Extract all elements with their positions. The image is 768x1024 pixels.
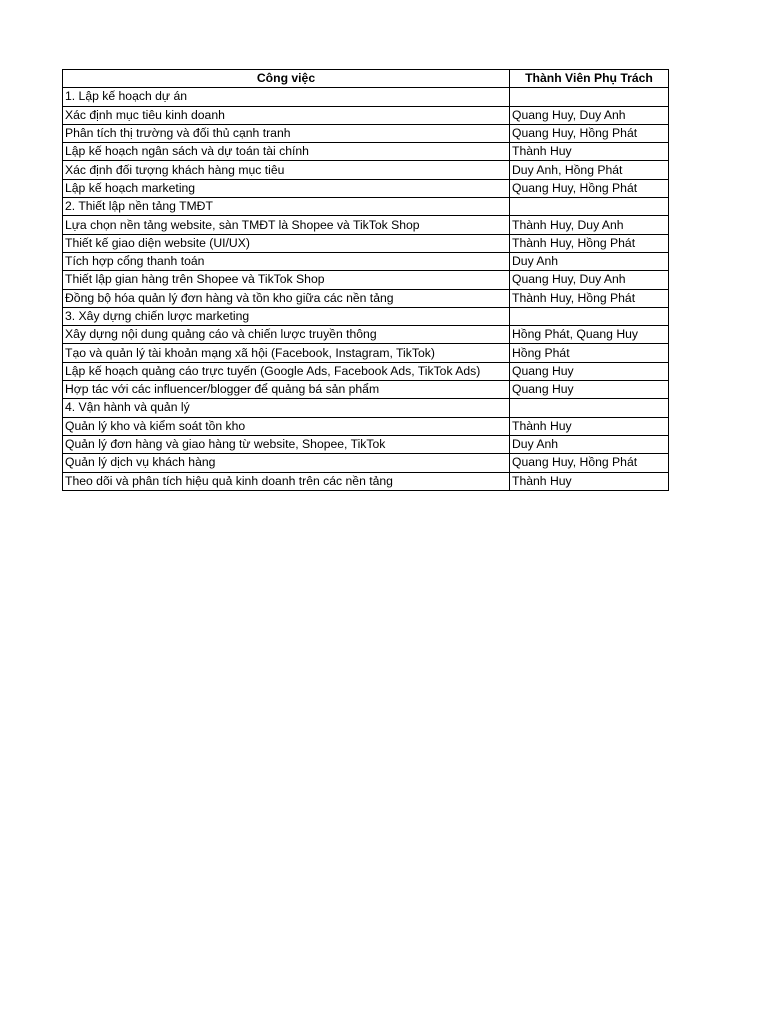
task-cell[interactable]: Tích hợp cổng thanh toán xyxy=(63,252,510,270)
table-row xyxy=(63,326,669,344)
header-task[interactable]: Công việc xyxy=(63,70,510,88)
task-cell[interactable]: 1. Lập kế hoạch dự án xyxy=(63,88,510,106)
table-row xyxy=(63,289,669,307)
owner-cell[interactable]: Thành Huy xyxy=(510,472,669,490)
table-row xyxy=(63,216,669,234)
task-cell[interactable]: Lập kế hoạch quảng cáo trực tuyến (Google Ads, Facebook Ads, TikTok Ads) xyxy=(63,362,510,380)
table-row xyxy=(63,381,669,399)
table-row xyxy=(63,271,669,289)
owner-cell[interactable]: Quang Huy xyxy=(510,362,669,380)
owner-cell[interactable]: Duy Anh xyxy=(510,435,669,453)
owner-cell[interactable]: Thành Huy, Hồng Phát xyxy=(510,234,669,252)
table-row xyxy=(63,124,669,142)
table-row xyxy=(63,435,669,453)
task-assignment-sheet xyxy=(62,69,668,491)
owner-cell[interactable]: Quang Huy, Hồng Phát xyxy=(510,454,669,472)
task-cell[interactable]: Tạo và quản lý tài khoản mạng xã hội (Facebook, Instagram, TikTok) xyxy=(63,344,510,362)
task-cell[interactable]: Quản lý đơn hàng và giao hàng từ website, Shopee, TikTok xyxy=(63,435,510,453)
owner-cell[interactable]: Thành Huy xyxy=(510,417,669,435)
table-row xyxy=(63,88,669,106)
owner-cell[interactable] xyxy=(510,198,669,216)
owner-cell[interactable]: Quang Huy xyxy=(510,381,669,399)
task-cell[interactable]: Xác định mục tiêu kinh doanh xyxy=(63,106,510,124)
task-cell[interactable]: Quản lý kho và kiểm soát tồn kho xyxy=(63,417,510,435)
task-cell[interactable]: Lựa chọn nền tảng website, sàn TMĐT là Shopee và TikTok Shop xyxy=(63,216,510,234)
table-body xyxy=(63,88,669,491)
owner-cell[interactable]: Quang Huy, Hồng Phát xyxy=(510,124,669,142)
task-cell[interactable]: Lập kế hoạch ngân sách và dự toán tài chính xyxy=(63,143,510,161)
owner-cell[interactable]: Quang Huy, Duy Anh xyxy=(510,106,669,124)
owner-cell[interactable]: Duy Anh xyxy=(510,252,669,270)
task-cell[interactable]: Hợp tác với các influencer/blogger để quảng bá sản phẩm xyxy=(63,381,510,399)
table-row xyxy=(63,143,669,161)
header-owner[interactable]: Thành Viên Phụ Trách xyxy=(510,70,669,88)
task-cell[interactable]: Thiết kế giao diện website (UI/UX) xyxy=(63,234,510,252)
task-cell[interactable]: Đồng bộ hóa quản lý đơn hàng và tồn kho giữa các nền tảng xyxy=(63,289,510,307)
table-row xyxy=(63,472,669,490)
owner-cell[interactable]: Thành Huy xyxy=(510,143,669,161)
owner-cell[interactable]: Thành Huy, Hồng Phát xyxy=(510,289,669,307)
table-row xyxy=(63,417,669,435)
task-cell[interactable]: Thiết lập gian hàng trên Shopee và TikTok Shop xyxy=(63,271,510,289)
owner-cell[interactable]: Duy Anh, Hồng Phát xyxy=(510,161,669,179)
table-row xyxy=(63,252,669,270)
task-cell[interactable]: Xác định đối tượng khách hàng mục tiêu xyxy=(63,161,510,179)
owner-cell[interactable]: Quang Huy, Duy Anh xyxy=(510,271,669,289)
task-cell[interactable]: Phân tích thị trường và đối thủ cạnh tranh xyxy=(63,124,510,142)
task-table xyxy=(62,69,669,491)
owner-cell[interactable]: Hồng Phát, Quang Huy xyxy=(510,326,669,344)
owner-cell[interactable]: Hồng Phát xyxy=(510,344,669,362)
table-row xyxy=(63,234,669,252)
owner-cell[interactable] xyxy=(510,399,669,417)
task-cell[interactable]: Quản lý dịch vụ khách hàng xyxy=(63,454,510,472)
table-header-row xyxy=(63,70,669,88)
table-row xyxy=(63,198,669,216)
task-cell[interactable]: Theo dõi và phân tích hiệu quả kinh doanh trên các nền tảng xyxy=(63,472,510,490)
task-cell[interactable]: Lập kế hoạch marketing xyxy=(63,179,510,197)
task-cell[interactable]: 2. Thiết lập nền tảng TMĐT xyxy=(63,198,510,216)
table-row xyxy=(63,399,669,417)
table-row xyxy=(63,362,669,380)
table-row xyxy=(63,344,669,362)
owner-cell[interactable]: Thành Huy, Duy Anh xyxy=(510,216,669,234)
task-cell[interactable]: 4. Vận hành và quản lý xyxy=(63,399,510,417)
table-row xyxy=(63,179,669,197)
table-row xyxy=(63,307,669,325)
task-cell[interactable]: 3. Xây dựng chiến lược marketing xyxy=(63,307,510,325)
table-row xyxy=(63,454,669,472)
owner-cell[interactable]: Quang Huy, Hồng Phát xyxy=(510,179,669,197)
task-cell[interactable]: Xây dựng nội dung quảng cáo và chiến lược truyền thông xyxy=(63,326,510,344)
owner-cell[interactable] xyxy=(510,307,669,325)
table-row xyxy=(63,106,669,124)
table-row xyxy=(63,161,669,179)
owner-cell[interactable] xyxy=(510,88,669,106)
